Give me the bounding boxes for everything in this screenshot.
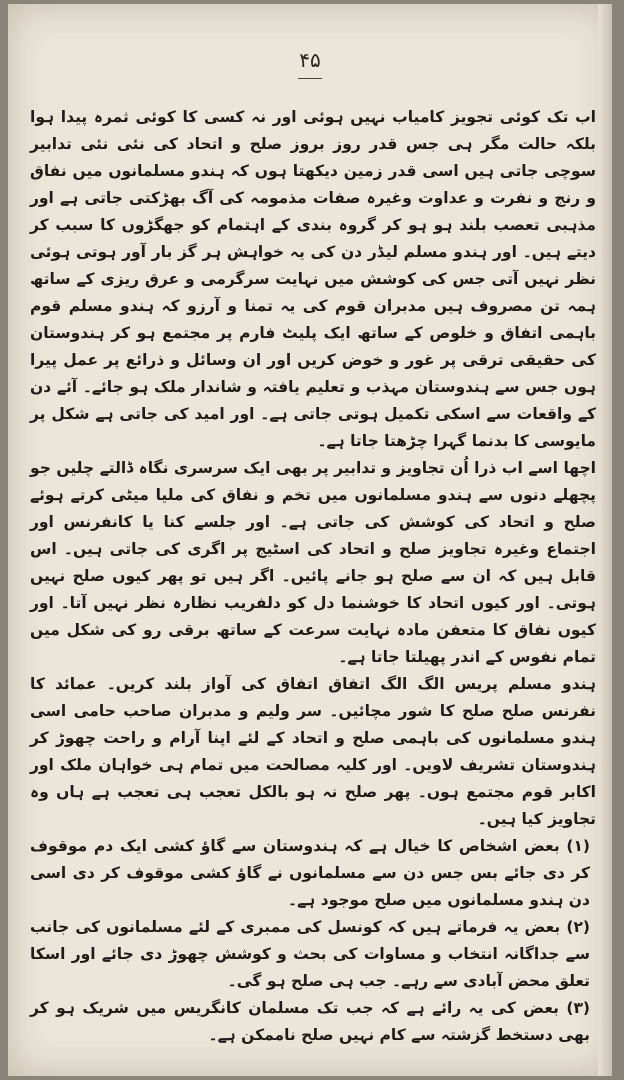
page-number: ۴۵ xyxy=(8,48,612,72)
body-text xyxy=(30,104,596,1049)
list-item-2: (۲) بعض یہ فرماتے ہیں کہ کونسل کی ممبری کے لئے مسلمانوں کی جانب سے جداگانہ انتخاب و مساوات کی بحث و کوشش چھوڑ دی جائے اور اسکا تعلق محض آبادی سے رہے۔ جب ہی صلح ہو گی۔ xyxy=(30,918,590,990)
paragraph-2: اچھا اسے اب ذرا اُن تجاویز و تدابیر پر بھی ایک سرسری نگاہ ڈالتے چلیں جو پچھلے دنوں سے ہندو مسلمانوں میں تخم و نفاق کی ملیا میٹی کرتے ہوئے صلح و اتحاد کی کوشش کی جاتی ہے۔ اور جلسے کنا یا کانفرنس اور اجتماع وغیرہ تجاویز صلح و اتحاد کی اسٹیج پر اگری کی جاتی ہیں۔ اس قابل ہیں کہ ان سے صلح ہو جانے پائیں۔ اگر ہیں تو پھر کیوں صلح نہیں ہوتی۔ اور کیوں اتحاد کا خوشنما دل کو دلفریب نظارہ نظر نہیں آتا۔ اور کیوں نفاق کا متعفن مادہ نہایت سرعت کے ساتھ برقی رو کی شکل میں تمام نفوس کے اندر پھیلتا جاتا ہے۔ xyxy=(30,459,596,666)
paragraph-3: ہندو مسلم پریس الگ الگ اتفاق اتفاق کی آواز بلند کریں۔ عمائد کا نفرنس صلح صلح کا شور مچائیں۔ سر ولیم و مدبران صاحب حامی اسی ہندو مسلمانوں کی باہمی صلح و اتحاد کے لئے اپنا آرام و راحت چھوڑ کر ہندوستان تشریف لاویں۔ اور کلیہ مصالحت میں تمام ہی خواہان ملک اور اکابر قوم مجتمع ہوں۔ پھر صلح نہ ہو بالکل تعجب ہی تعجب ہے ہاں وہ تجاویز کیا ہیں۔ xyxy=(30,675,596,828)
document-page xyxy=(8,4,612,1076)
list-item-1: (۱) بعض اشخاص کا خیال ہے کہ ہندوستان سے گاؤ کشی ایک دم موقوف کر دی جائے بس جس دن سے مسلمانوں نے گاؤ کشی موقوف کر دی اسی دن ہندو مسلمانوں میں صلح موجود ہے۔ xyxy=(30,837,590,909)
paragraph-1: اب تک کوئی تجویز کامیاب نہیں ہوئی اور نہ کسی کا کوئی ثمرہ پیدا ہوا بلکہ حالت مگر ہی جس قدر روز بروز صلح و اتحاد کی نئی نئی تدابیر سوچی جاتی ہیں اسی قدر زمین دیکھتا ہوں کہ ہندو مسلمانوں میں نفاق و رنج و نفرت و عداوت وغیرہ صفات مذمومہ کی آگ بھڑکتی جاتی ہے اور مذہبی تعصب بلند ہو ہو کر گروہ بندی کے اہتمام کو جھگڑوں کا سبب کر دیتے ہیں۔ اور ہندو مسلم لیڈر دن کی یہ خواہش ہر گز بار آور ہوتی ہوئی نظر نہیں آتی جس کی کوشش میں نہایت سرگرمی و عرق ریزی کے ساتھ ہمہ تن مصروف ہیں مدبران قوم کی یہ تمنا و آرزو کہ ہندو مسلم قوم باہمی اتفاق و خلوص کے ساتھ ایک پلیٹ فارم پر مجتمع ہو کر ہندوستان کی حقیقی ترقی پر غور و خوض کریں اور ان وسائل و ذرائع پر عمل پیرا ہوں جس سے ہندوستان مہذب و تعلیم یافتہ و شاندار ملک ہو جائے۔ آئے دن کے واقعات سے اسکی تکمیل ہوتی جاتی ہے۔ اور امید کی جاتی ہے شکل پر مایوسی کا بدنما گہرا چڑھتا جاتا ہے۔ xyxy=(30,108,596,450)
list-item-3: (۳) بعض کی یہ رائے ہے کہ جب تک مسلمان کانگریس میں شریک ہو کر بھی دستخط گزشتہ سے کام نہیں صلح ناممکن ہے۔ xyxy=(30,999,590,1044)
page-edge xyxy=(598,4,612,1076)
